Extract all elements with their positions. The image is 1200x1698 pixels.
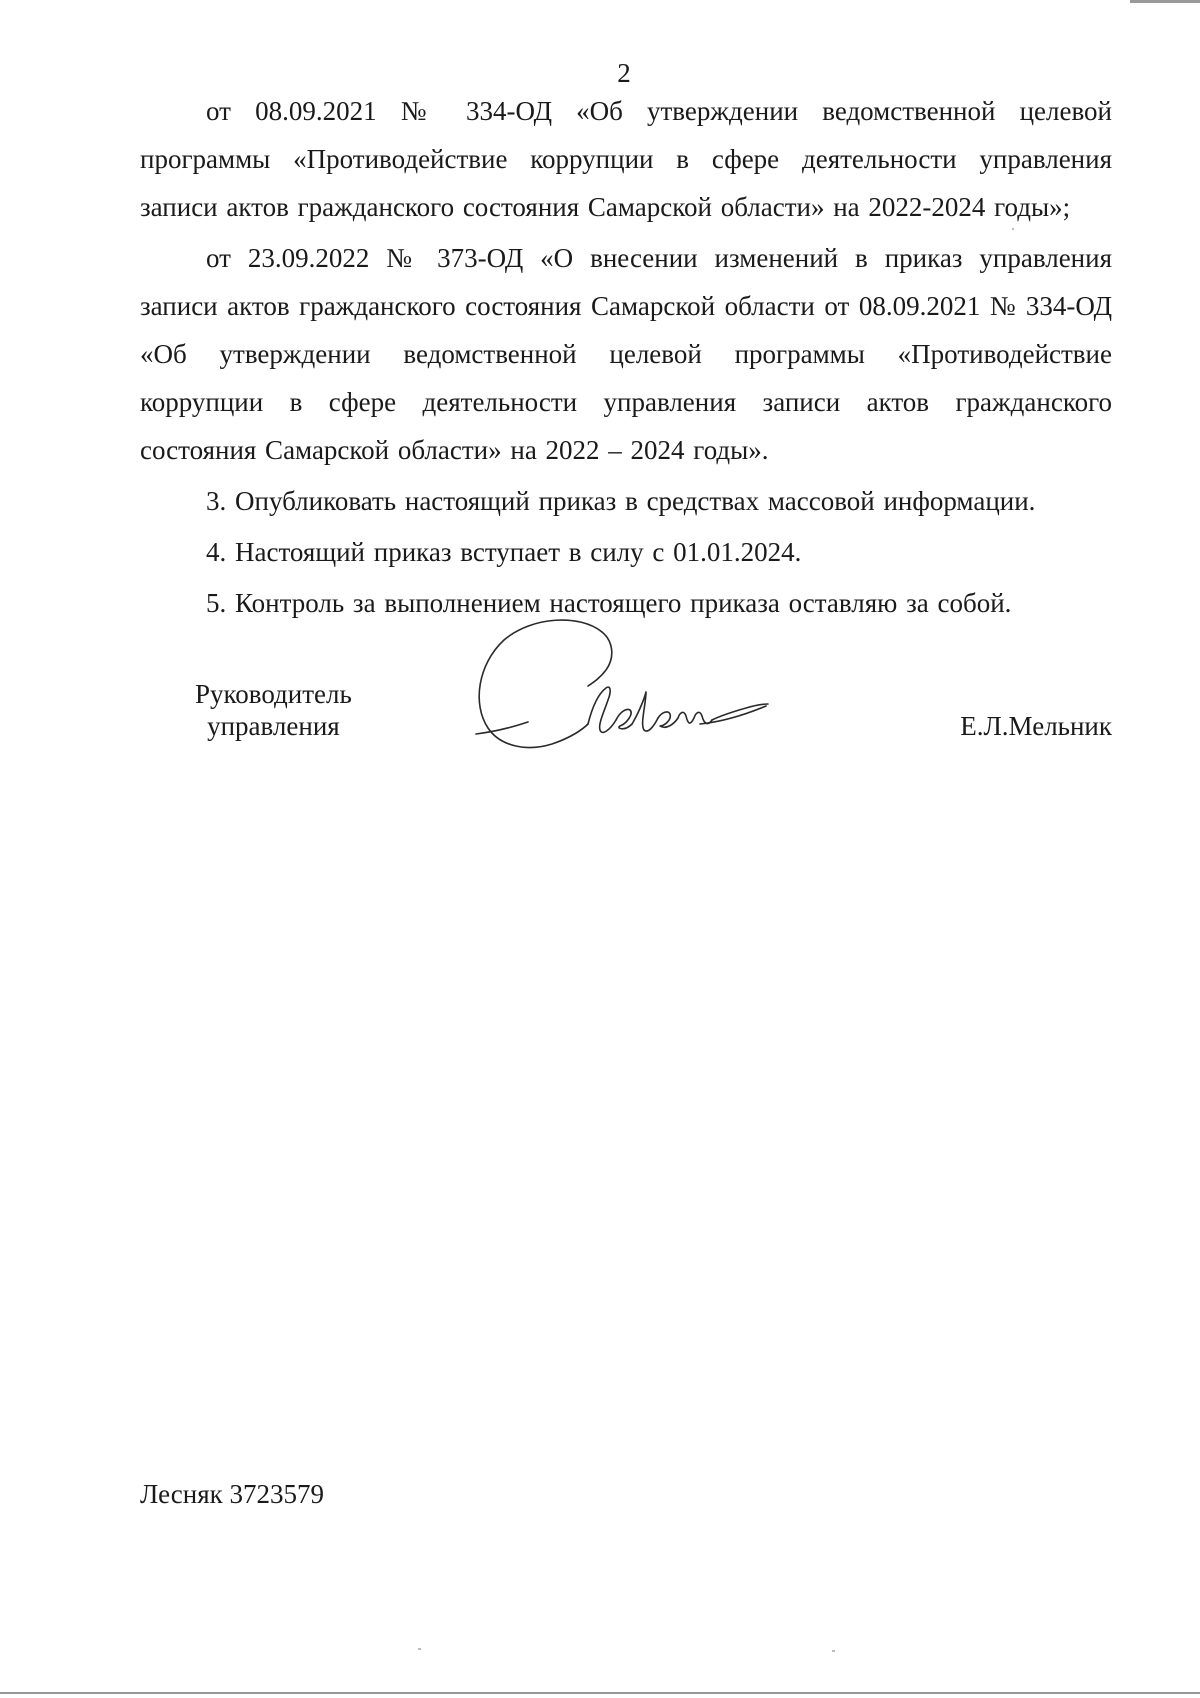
scan-speck [832,1650,835,1652]
paragraph-item-3-publish: 3. Опубликовать настоящий приказ в средствах массовой информации. [206,486,1036,516]
scan-edge-bottom [0,1692,1200,1694]
paragraph-item-5-control: 5. Контроль за выполнением настоящего приказа оставляю за собой. [206,588,1012,618]
scan-speck [1012,228,1014,230]
paragraph-item-4-effective-date: 4. Настоящий приказ вступает в силу с 01.01.2024. [206,537,802,567]
document-body [140,87,1112,627]
handwritten-signature [470,612,770,762]
signatory-position-line2: управления [207,711,340,741]
paragraph-order-2022: от 23.09.2022 № 373-ОД «О внесении изменений в приказ управления записи актов гражданского состояния Самарской области от 08.09.2021 № 334-ОД «Об утверждении ведомственной целевой программы «Противодействие коррупции в сфере деятельности управления записи актов гражданского состояния Самарской области» на 2022 – 2024 годы». [140,243,1112,465]
scan-speck [418,1648,421,1650]
paragraph-order-2021: от 08.09.2021 № 334-ОД «Об утверждении ведомственной целевой программы «Противодействие коррупции в сфере деятельности управления записи актов гражданского состояния Самарской области» на 2022-2024 годы»; [140,96,1112,222]
signatory-position [195,678,352,742]
executor-contact: Лесняк 3723579 [140,1479,325,1509]
signatory-position-line1: Руководитель [195,679,352,709]
signatory-name: Е.Л.Мельник [960,711,1112,741]
scan-edge-top [1130,0,1200,3]
page-number: 2 [617,58,631,88]
